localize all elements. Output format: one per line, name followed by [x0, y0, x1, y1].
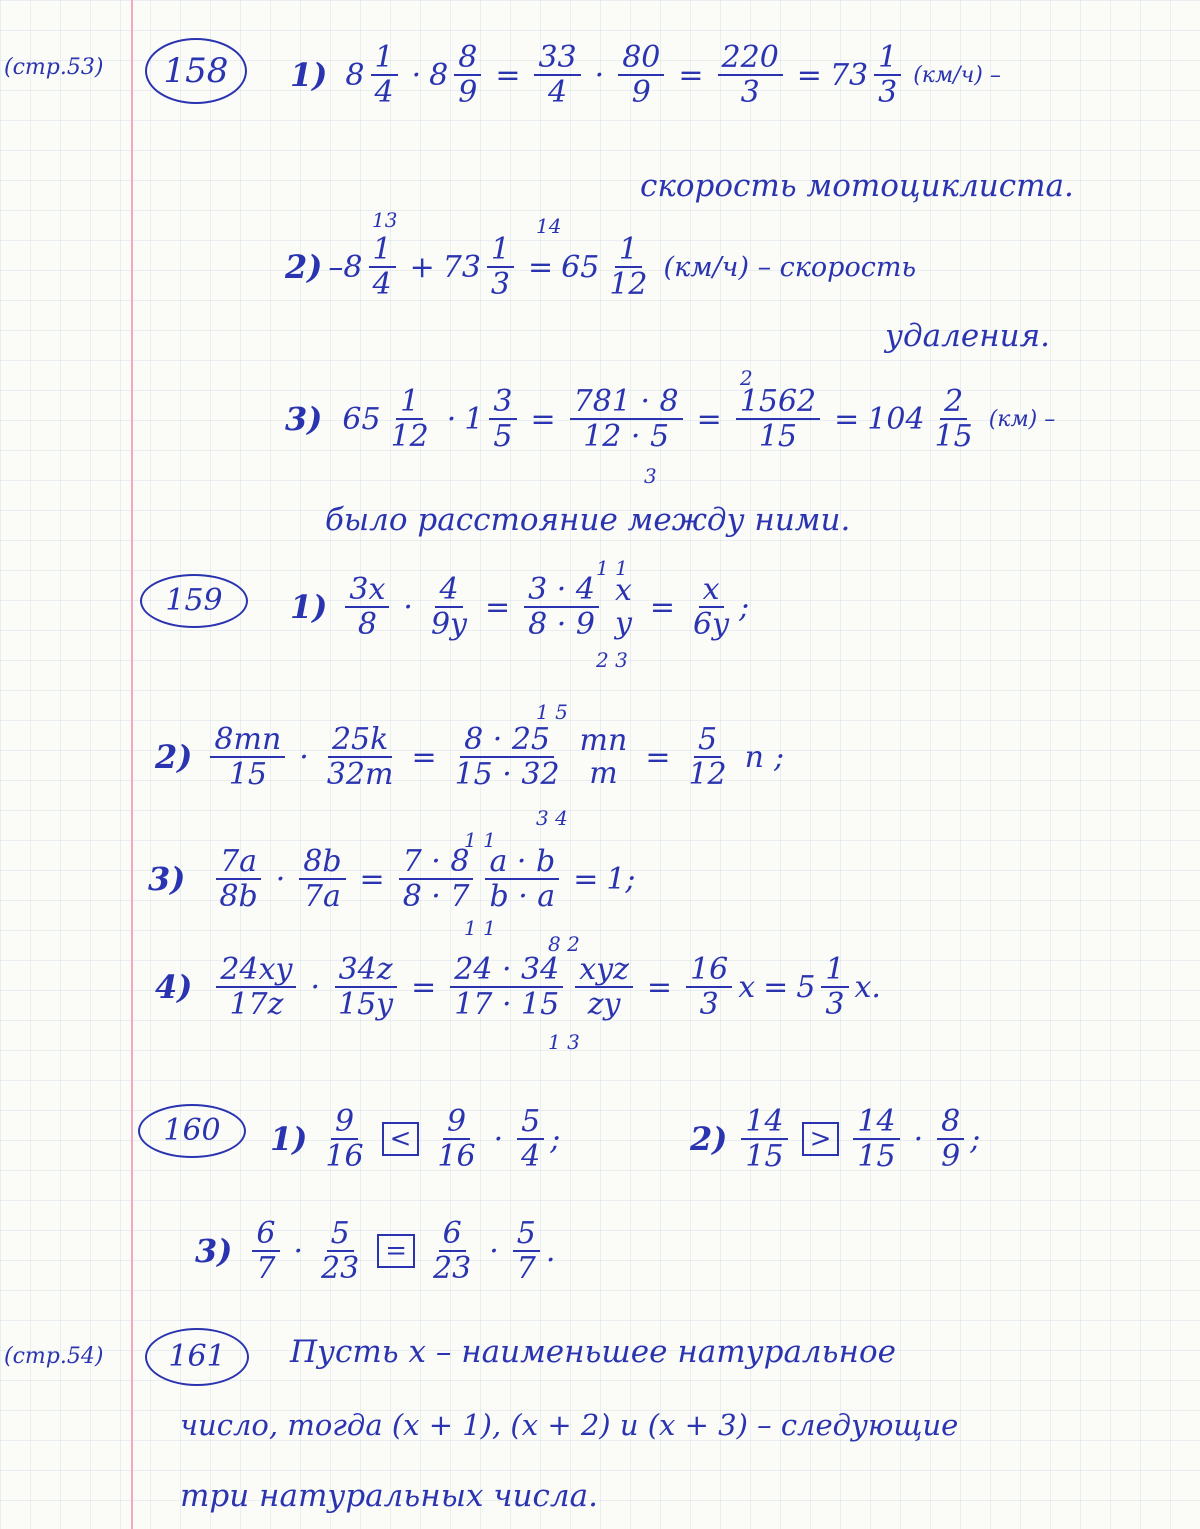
equals: = — [678, 57, 704, 93]
denominator: 15 — [934, 418, 973, 454]
denominator: 15 · 32 — [454, 756, 560, 792]
annotation: 2 3 — [596, 648, 628, 672]
operator: · — [299, 739, 309, 775]
equals: = — [649, 589, 676, 625]
equals: = — [696, 401, 722, 437]
numerator: 1 — [371, 42, 398, 76]
p161-line2: число, тогда (x + 1), (x + 2) и (x + 3) – следующие — [180, 1408, 959, 1442]
denominator: 23 — [433, 1250, 472, 1286]
problem-number-160: 160 — [138, 1104, 246, 1158]
denominator: 16 — [437, 1138, 476, 1174]
denominator: 17 · 15 — [454, 986, 560, 1022]
operator: · — [493, 1121, 504, 1157]
numerator: 9 — [443, 1106, 470, 1140]
equals: = — [528, 249, 554, 285]
notebook-margin-line — [131, 0, 133, 1529]
numerator: 1 — [615, 234, 642, 268]
denominator: 12 — [688, 756, 727, 792]
denominator: b · a — [489, 878, 556, 914]
denominator: 8 · 7 — [402, 878, 470, 914]
numerator: 8mn — [210, 724, 285, 758]
numerator: mn — [579, 723, 628, 758]
numerator: 16 — [686, 954, 732, 988]
denominator: 8 — [357, 606, 377, 642]
comparison-sign: < — [382, 1122, 420, 1156]
equals: = — [411, 969, 437, 1005]
annotation: 14 — [536, 214, 562, 238]
numerator: 14 — [853, 1106, 899, 1140]
annotation: 1 1 — [596, 556, 628, 580]
denominator: 9 — [941, 1138, 961, 1174]
numerator: 1 — [487, 234, 514, 268]
step-label: 1) — [270, 1120, 308, 1159]
p159-line1 — [290, 574, 749, 641]
numerator: 34z — [335, 954, 397, 988]
unit-label: (км) – — [988, 406, 1056, 432]
equals: = — [411, 739, 437, 775]
equals: = — [763, 969, 789, 1005]
numerator: 1562 — [736, 386, 820, 420]
numerator: 781 · 8 — [570, 386, 683, 420]
step-label: 3) — [285, 400, 323, 439]
variable: x. — [854, 969, 881, 1005]
numerator: 80 — [618, 42, 664, 76]
mixed-whole: 8 — [345, 57, 365, 93]
denominator: 17z — [229, 986, 284, 1022]
denominator: 3 — [740, 74, 760, 110]
numerator: 5 — [694, 724, 721, 758]
comparison-sign: > — [802, 1122, 840, 1156]
page-ref-54: (стр.54) — [4, 1344, 104, 1369]
denominator: 8 · 9 — [528, 606, 595, 642]
denominator: 9 — [631, 74, 651, 110]
denominator: 15 — [758, 418, 798, 454]
p158-line3-text: было расстояние между ними. — [325, 502, 851, 538]
unit-label: (км/ч) – скорость — [663, 251, 917, 283]
numerator: 8 · 25 — [460, 724, 554, 758]
denominator: 6y — [693, 606, 730, 642]
operator: · — [489, 1233, 499, 1269]
equals: = — [796, 57, 822, 93]
numerator: 25k — [328, 724, 392, 758]
numerator: 5 — [517, 1106, 544, 1140]
equals: = — [530, 401, 556, 437]
mixed-whole: –8 — [328, 249, 363, 285]
numerator: 4 — [435, 574, 462, 608]
step-label: 2) — [690, 1120, 728, 1159]
denominator: 4 — [521, 1138, 541, 1174]
step-label: 4) — [155, 968, 193, 1007]
punctuation: ; — [739, 589, 750, 625]
equals: = — [359, 861, 385, 897]
operator: · — [446, 401, 457, 437]
punctuation: ; — [550, 1121, 561, 1157]
operator: · — [411, 57, 422, 93]
denominator: 5 — [493, 418, 513, 454]
p158-line2 — [285, 234, 916, 301]
denominator: zy — [587, 986, 621, 1022]
numerator: 6 — [252, 1218, 279, 1252]
numerator: x — [614, 573, 632, 608]
numerator: xyz — [575, 954, 633, 988]
problem-number-161: 161 — [145, 1328, 249, 1386]
operator: · — [594, 57, 605, 93]
denominator: 16 — [325, 1138, 364, 1174]
numerator: 33 — [534, 42, 580, 76]
operator: · — [293, 1233, 304, 1269]
equals: = — [646, 969, 673, 1005]
p158-line1-text: скорость мотоциклиста. — [640, 168, 1074, 204]
operator: · — [310, 969, 320, 1005]
numerator: 9 — [331, 1106, 358, 1140]
operator: + — [409, 249, 435, 285]
numerator: 3 · 4 — [524, 574, 599, 608]
unit-label: (км/ч) – — [913, 62, 1001, 88]
denominator: 9y — [430, 606, 468, 642]
step-label: 2) — [155, 738, 193, 777]
numerator: 5 — [513, 1218, 540, 1252]
numerator: 14 — [741, 1106, 787, 1140]
denominator: 7 — [256, 1250, 276, 1286]
numerator: 24 · 34 — [450, 954, 563, 988]
equals: = — [645, 739, 671, 775]
p159-line2 — [155, 724, 784, 791]
numerator: 8b — [299, 846, 345, 880]
p159-line3 — [148, 846, 636, 913]
denominator: 15 — [857, 1138, 896, 1174]
annotation: 1 3 — [548, 1030, 580, 1054]
p158-line3 — [285, 386, 1055, 453]
numerator: 7 · 8 — [399, 846, 474, 880]
operator: · — [913, 1121, 924, 1157]
denominator: 32m — [326, 756, 394, 792]
denominator: 12 · 5 — [583, 418, 670, 454]
comparison-sign: = — [377, 1234, 415, 1268]
p161-line3: три натуральных числа. — [180, 1478, 598, 1514]
numerator: 6 — [439, 1218, 466, 1252]
p160-line3 — [195, 1218, 555, 1285]
mixed-whole: 1 — [464, 401, 484, 437]
punctuation: ; — [773, 739, 785, 775]
step-label: 3) — [148, 860, 186, 899]
mixed-whole: 65 — [342, 401, 381, 437]
variable: n — [744, 739, 764, 775]
denominator: 23 — [321, 1250, 360, 1286]
p158-line1 — [290, 42, 1001, 109]
numerator: 5 — [327, 1218, 354, 1252]
mixed-whole: 8 — [429, 57, 449, 93]
numerator: x — [699, 574, 724, 608]
annotation: 3 — [644, 464, 657, 488]
mixed-whole: 65 — [561, 249, 600, 285]
denominator: 12 — [390, 418, 429, 454]
mixed-whole: 5 — [796, 969, 816, 1005]
numerator: 3x — [345, 574, 389, 608]
step-label: 3) — [195, 1232, 233, 1271]
result-value: 1 — [606, 861, 626, 897]
numerator: 1 — [821, 954, 848, 988]
annotation: 1 1 — [464, 828, 496, 852]
numerator: 8 — [454, 42, 481, 76]
punctuation: ; — [625, 861, 636, 897]
problem-number-159: 159 — [140, 574, 248, 628]
punctuation: . — [545, 1233, 556, 1269]
numerator: 1 — [396, 386, 423, 420]
numerator: a · b — [485, 846, 559, 880]
denominator: 8b — [219, 878, 258, 914]
annotation: 8 2 — [548, 932, 580, 956]
page-ref-53: (стр.53) — [4, 55, 104, 80]
variable: x — [738, 969, 756, 1005]
denominator: 15 — [745, 1138, 784, 1174]
denominator: 12 — [609, 266, 648, 302]
p159-line4 — [155, 954, 881, 1021]
p158-line2-text: удаления. — [885, 318, 1050, 354]
p161-line1: Пусть x – наименьшее натуральное — [290, 1334, 896, 1370]
numerator: 1 — [369, 234, 396, 268]
numerator: 220 — [718, 42, 783, 76]
annotation: 1 5 — [536, 700, 568, 724]
denominator: y — [614, 605, 632, 641]
denominator: 15y — [338, 986, 394, 1022]
equals: = — [573, 861, 599, 897]
numerator: 2 — [940, 386, 967, 420]
mixed-whole: 73 — [829, 57, 869, 93]
denominator: 9 — [458, 74, 478, 110]
numerator: 3 — [489, 386, 516, 420]
denominator: 7 — [516, 1250, 536, 1286]
denominator: m — [589, 755, 618, 791]
equals: = — [495, 57, 521, 93]
annotation: 3 4 — [536, 806, 568, 830]
denominator: 3 — [825, 986, 845, 1022]
numerator: 8 — [937, 1106, 964, 1140]
p160-line1 — [270, 1106, 560, 1173]
denominator: 4 — [374, 74, 394, 110]
step-label: 2) — [285, 248, 323, 287]
denominator: 3 — [490, 266, 511, 302]
problem-number-158: 158 — [145, 38, 247, 104]
step-label: 1) — [290, 56, 328, 95]
annotation: 13 — [372, 208, 398, 232]
numerator: 1 — [874, 42, 901, 76]
denominator: 3 — [699, 986, 719, 1022]
equals: = — [834, 401, 860, 437]
equals: = — [485, 589, 511, 625]
denominator: 4 — [372, 266, 392, 302]
denominator: 7a — [303, 878, 341, 914]
denominator: 4 — [548, 74, 568, 110]
operator: · — [403, 589, 413, 625]
mixed-whole: 73 — [442, 249, 481, 285]
p160-line2 — [690, 1106, 980, 1173]
mixed-whole: 104 — [867, 401, 925, 437]
annotation: 2 — [740, 366, 753, 390]
step-label: 1) — [290, 588, 328, 627]
operator: · — [275, 861, 286, 897]
punctuation: ; — [970, 1121, 981, 1157]
annotation: 1 1 — [464, 916, 496, 940]
denominator: 3 — [878, 74, 898, 110]
numerator: 24xy — [216, 954, 296, 988]
numerator: 7a — [216, 846, 261, 880]
denominator: 15 — [228, 756, 267, 792]
